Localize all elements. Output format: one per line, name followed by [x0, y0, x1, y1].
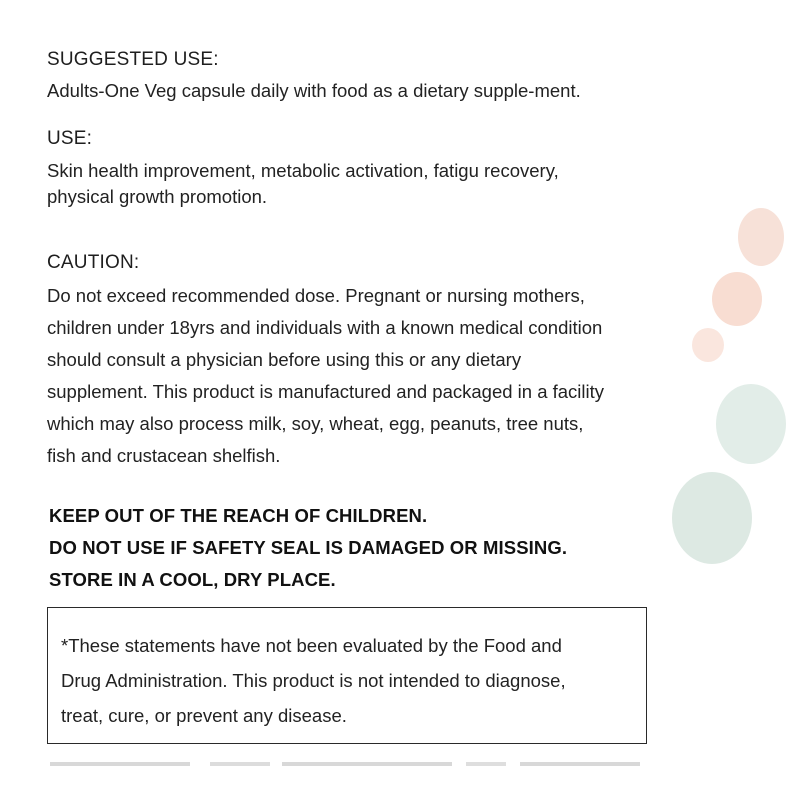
suggested-use-line: Adults-One Veg capsule daily with food as a dietary supple-ment.	[47, 80, 581, 101]
fda-disclaimer-box	[47, 607, 647, 744]
warning-safety-seal: DO NOT USE IF SAFETY SEAL IS DAMAGED OR MISSING.	[49, 537, 568, 558]
caution-text	[47, 280, 604, 472]
fda-disclaimer-text	[61, 628, 566, 733]
decorative-circle-peach-top	[738, 208, 784, 266]
suggested-use-heading: SUGGESTED USE:	[47, 49, 219, 70]
use-text	[47, 158, 559, 210]
caution-line: supplement. This product is manufactured and packaged in a facility	[47, 381, 605, 402]
disclaimer-line: Drug Administration. This product is not intended to diagnose,	[61, 670, 566, 691]
caution-line: fish and crustacean shelfish.	[47, 445, 281, 466]
caution-line: which may also process milk, soy, wheat, egg, peanuts, tree nuts,	[47, 413, 584, 434]
decorative-circle-mint-top	[716, 384, 786, 464]
warning-statements	[49, 500, 567, 596]
disclaimer-line: treat, cure, or prevent any disease.	[61, 705, 347, 726]
caution-heading: CAUTION:	[47, 252, 140, 273]
caution-line: Do not exceed recommended dose. Pregnant or nursing mothers,	[47, 285, 585, 306]
use-heading: USE:	[47, 128, 93, 149]
suggested-use-text	[47, 80, 581, 102]
warning-keep-out-of-reach: KEEP OUT OF THE REACH OF CHILDREN.	[49, 505, 428, 526]
use-line: physical growth promotion.	[47, 186, 268, 207]
decorative-circle-peach-mid	[712, 272, 762, 326]
use-line: Skin health improvement, metabolic activation, fatigu recovery,	[47, 160, 559, 181]
decorative-circle-peach-small	[692, 328, 724, 362]
decorative-circle-mint-bottom	[672, 472, 752, 564]
disclaimer-line: *These statements have not been evaluated by the Food and	[61, 635, 562, 656]
warning-storage: STORE IN A COOL, DRY PLACE.	[49, 569, 336, 590]
caution-line: children under 18yrs and individuals with a known medical condition	[47, 317, 603, 338]
caution-line: should consult a physician before using this or any dietary	[47, 349, 522, 370]
cropped-text-remnant	[50, 760, 690, 768]
